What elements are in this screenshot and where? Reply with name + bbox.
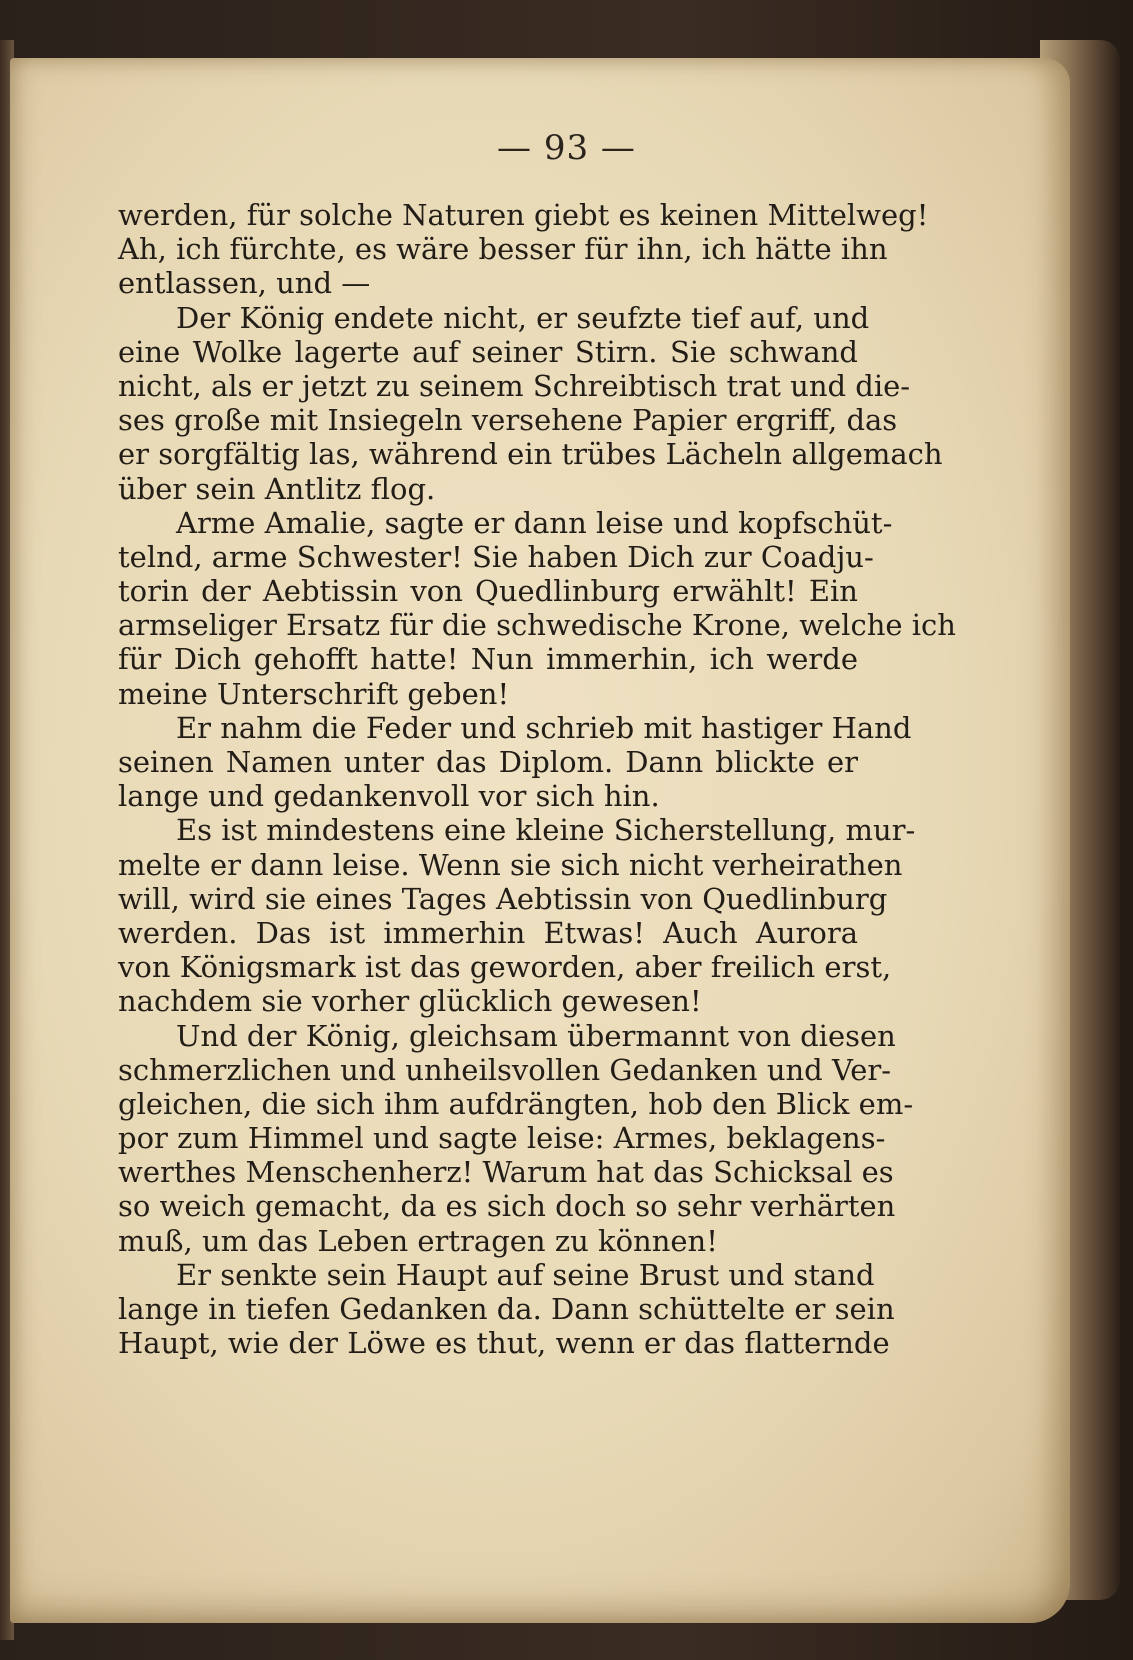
text-line: Er senkte sein Haupt auf seine Brust und stand xyxy=(176,1257,875,1292)
text-line: armseliger Ersatz für die schwedische Krone, welche ich xyxy=(118,608,956,643)
text-line: werden, für solche Naturen giebt es keinen Mittelweg! xyxy=(118,198,929,232)
text-line: entlassen, und — xyxy=(118,266,371,301)
text-line: für Dich gehofft hatte! Nun immerhin, ich werde xyxy=(118,642,858,677)
text-line: seinen Namen unter das Diplom. Dann blickte er xyxy=(118,745,858,779)
text-line: muß, um das Leben ertragen zu können! xyxy=(118,1223,718,1258)
text-line: torin der Aebtissin von Quedlinburg erwählt! Ein xyxy=(118,574,858,609)
text-line: meine Unterschrift geben! xyxy=(118,676,510,711)
text-line: Und der König, gleichsam übermannt von diesen xyxy=(176,1018,896,1053)
text-line: Er nahm die Feder und schrieb mit hastiger Hand xyxy=(176,710,912,745)
text-line: werthes Menschenherz! Warum hat das Schicksal es xyxy=(118,1155,894,1190)
text-line: er sorgfältig las, während ein trübes Lächeln allgemach xyxy=(118,437,943,472)
text-line: por zum Himmel und sagte leise: Armes, beklagens- xyxy=(118,1121,886,1156)
text-line: ses große mit Insiegeln versehene Papier ergriff, das xyxy=(118,403,898,438)
text-line: eine Wolke lagerte auf seiner Stirn. Sie schwand xyxy=(118,334,858,369)
text-line: Es ist mindestens eine kleine Sicherstellung, mur- xyxy=(176,813,916,848)
text-line: schmerzlichen und unheilsvollen Gedanken und Ver- xyxy=(118,1052,892,1087)
text-line: telnd, arme Schwester! Sie haben Dich zur Coadju- xyxy=(118,539,874,574)
page-number: — 93 — xyxy=(497,128,636,168)
text-line: gleichen, die sich ihm aufdrängten, hob den Blick em- xyxy=(118,1086,914,1121)
text-line: melte er dann leise. Wenn sie sich nicht verheirathen xyxy=(118,847,903,882)
body-text xyxy=(118,198,956,1361)
text-line: von Königsmark ist das geworden, aber freilich erst, xyxy=(118,950,892,985)
text-line: Ah, ich fürchte, es wäre besser für ihn, ich hätte ihn xyxy=(118,232,888,267)
text-line: werden. Das ist immerhin Etwas! Auch Aurora xyxy=(118,915,858,950)
text-line: will, wird sie eines Tages Aebtissin von Quedlinburg xyxy=(118,881,888,916)
text-line: lange in tiefen Gedanken da. Dann schüttelte er sein xyxy=(118,1292,895,1326)
text-line: über sein Antlitz flog. xyxy=(118,471,436,506)
text-line: nachdem sie vorher glücklich gewesen! xyxy=(118,984,702,1019)
text-line: Haupt, wie der Löwe es thut, wenn er das flatternde xyxy=(118,1326,890,1361)
text-line: Der König endete nicht, er seufzte tief auf, und xyxy=(176,300,870,335)
text-line: lange und gedankenvoll vor sich hin. xyxy=(118,779,660,814)
text-line: nicht, als er jetzt zu seinem Schreibtisch trat und die- xyxy=(118,368,911,403)
text-line: Arme Amalie, sagte er dann leise und kopfschüt- xyxy=(176,505,893,540)
text-line: so weich gemacht, da es sich doch so sehr verhärten xyxy=(118,1189,896,1224)
